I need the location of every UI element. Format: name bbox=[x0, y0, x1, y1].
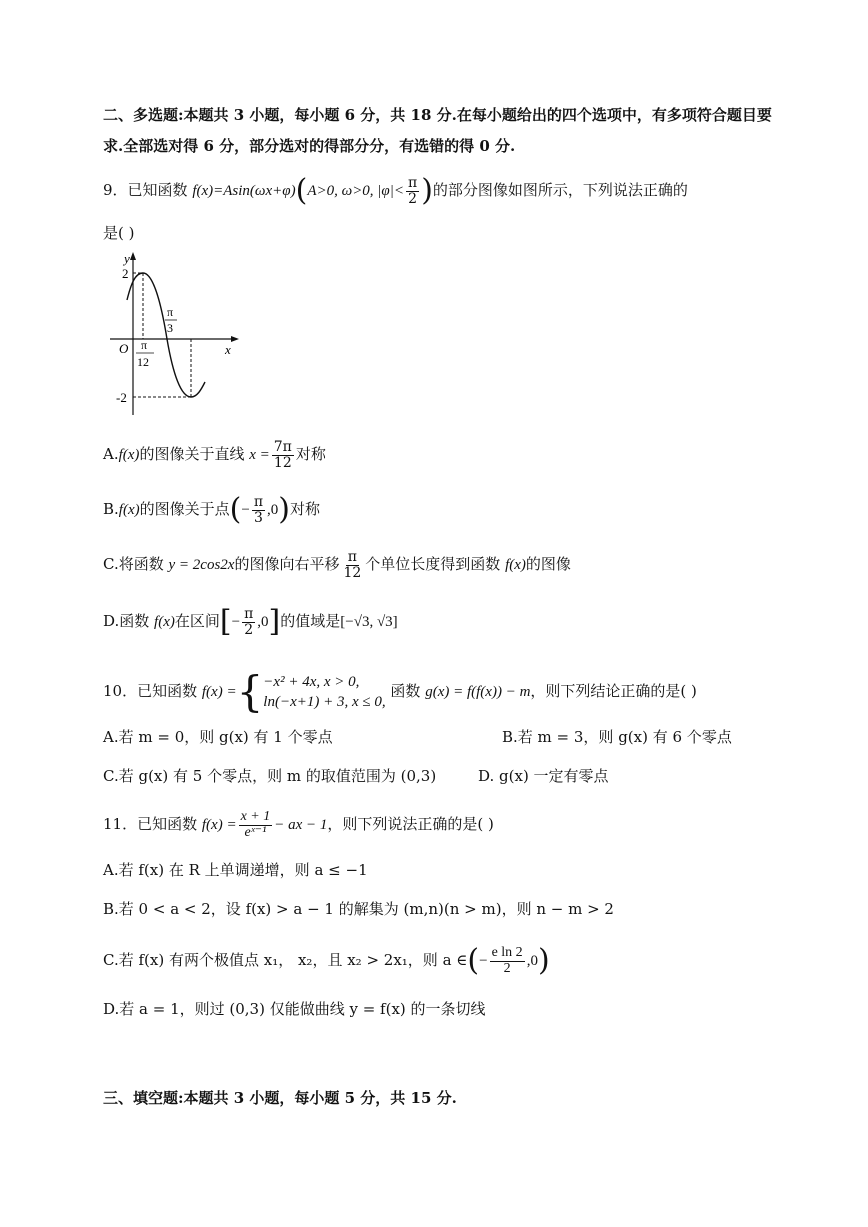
q10-option-c: C.若 g(x) 有 5 个零点，则 m 的取值范围为 (0,3) bbox=[103, 767, 437, 785]
graph-pi12-num: π bbox=[141, 338, 148, 352]
q9-stem-line2: 是( ) bbox=[103, 224, 135, 242]
section2-header-line1: 二、多选题:本题共 3 小题，每小题 6 分，共 18 分.在每小题给出的四个选项中，有多项符合题目要 bbox=[103, 106, 772, 124]
q11-option-d: D.若 a = 1，则过 (0,3) 仅能做曲线 y = f(x) 的一条切线 bbox=[103, 1000, 486, 1018]
q11-stem: 11．已知函数 f(x) = $\frac{x + 1}{\text{eˣ⁻¹}}$ − ax − 1，则下列说法正确的是( ) bbox=[103, 809, 494, 840]
section2-header-line2: 求.全部选对得 6 分，部分选对的得部分分，有选错的得 0 分. bbox=[103, 137, 516, 155]
graph-x-label: x bbox=[225, 342, 231, 357]
graph-y-label: y bbox=[124, 251, 130, 266]
q9-stem: 9．已知函数 f(x)=Asin(ωx+φ)(A>0, ω>0, |φ|< $\frac{\pi}{2}$ )的部分图像如图所示，下列说法正确的 bbox=[103, 173, 688, 209]
q9-condition: A>0, ω>0, |φ|< bbox=[307, 183, 404, 200]
q10-option-b: B.若 m = 3，则 g(x) 有 6 个零点 bbox=[502, 728, 732, 746]
q9-option-d: D.函数 f(x)在区间[− $\frac{\pi}{2}$ ,0]的值域是[−√3, √3] bbox=[103, 604, 398, 640]
q9-graph bbox=[105, 250, 245, 420]
graph-max-label: 2 bbox=[122, 266, 129, 281]
q11-option-c: C.若 f(x) 有两个极值点 x₁， x₂，且 x₂ > 2x₁，则 a ∈(− $\frac{\text{e ln 2}}{2}$ ,0) bbox=[103, 943, 550, 979]
graph-pi12-den: 12 bbox=[137, 355, 149, 369]
graph-pi3-num: π bbox=[167, 305, 174, 319]
graph-origin-label: O bbox=[119, 341, 129, 356]
q9-fraction: $\frac{\pi}{2}$ bbox=[407, 175, 418, 207]
q11-option-a: A.若 f(x) 在 R 上单调递增，则 a ≤ −1 bbox=[103, 861, 368, 879]
q9-option-a: A.f(x)的图像关于直线 x = $\frac{7\pi}{12}$ 对称 bbox=[103, 439, 326, 471]
graph-pi3-den: 3 bbox=[167, 321, 173, 335]
q10-stem: 10．已知函数 f(x) ={ −x² + 4x, x > 0, ln(−x+1) + 3, x ≤ 0, 函数 g(x) = f(f(x)) − m，则下列结论正确的是( ) bbox=[103, 667, 697, 716]
q10-option-d: D. g(x) 一定有零点 bbox=[478, 767, 609, 785]
q9-option-c: C.将函数 y = 2cos2x的图像向右平移 $\frac{\pi}{12}$ 个单位长度得到函数 f(x)的图像 bbox=[103, 549, 571, 581]
q9-sine-curve bbox=[127, 273, 205, 397]
q9-option-b: B.f(x)的图像关于点(− $\frac{\pi}{3}$ ,0)对称 bbox=[103, 492, 321, 528]
q9-tail: 的部分图像如图所示，下列说法正确的 bbox=[432, 181, 688, 200]
section3-header: 三、填空题:本题共 3 小题，每小题 5 分，共 15 分. bbox=[103, 1089, 457, 1107]
q11-option-b: B.若 0 < a < 2，设 f(x) > a − 1 的解集为 (m,n)(n > m)，则 n − m > 2 bbox=[103, 900, 614, 918]
q10-option-a: A.若 m = 0，则 g(x) 有 1 个零点 bbox=[103, 728, 333, 746]
graph-min-label: -2 bbox=[116, 390, 127, 405]
q9-formula: f(x)=Asin(ωx+φ) bbox=[192, 183, 296, 200]
q9-number: 9．已知函数 bbox=[103, 181, 188, 200]
